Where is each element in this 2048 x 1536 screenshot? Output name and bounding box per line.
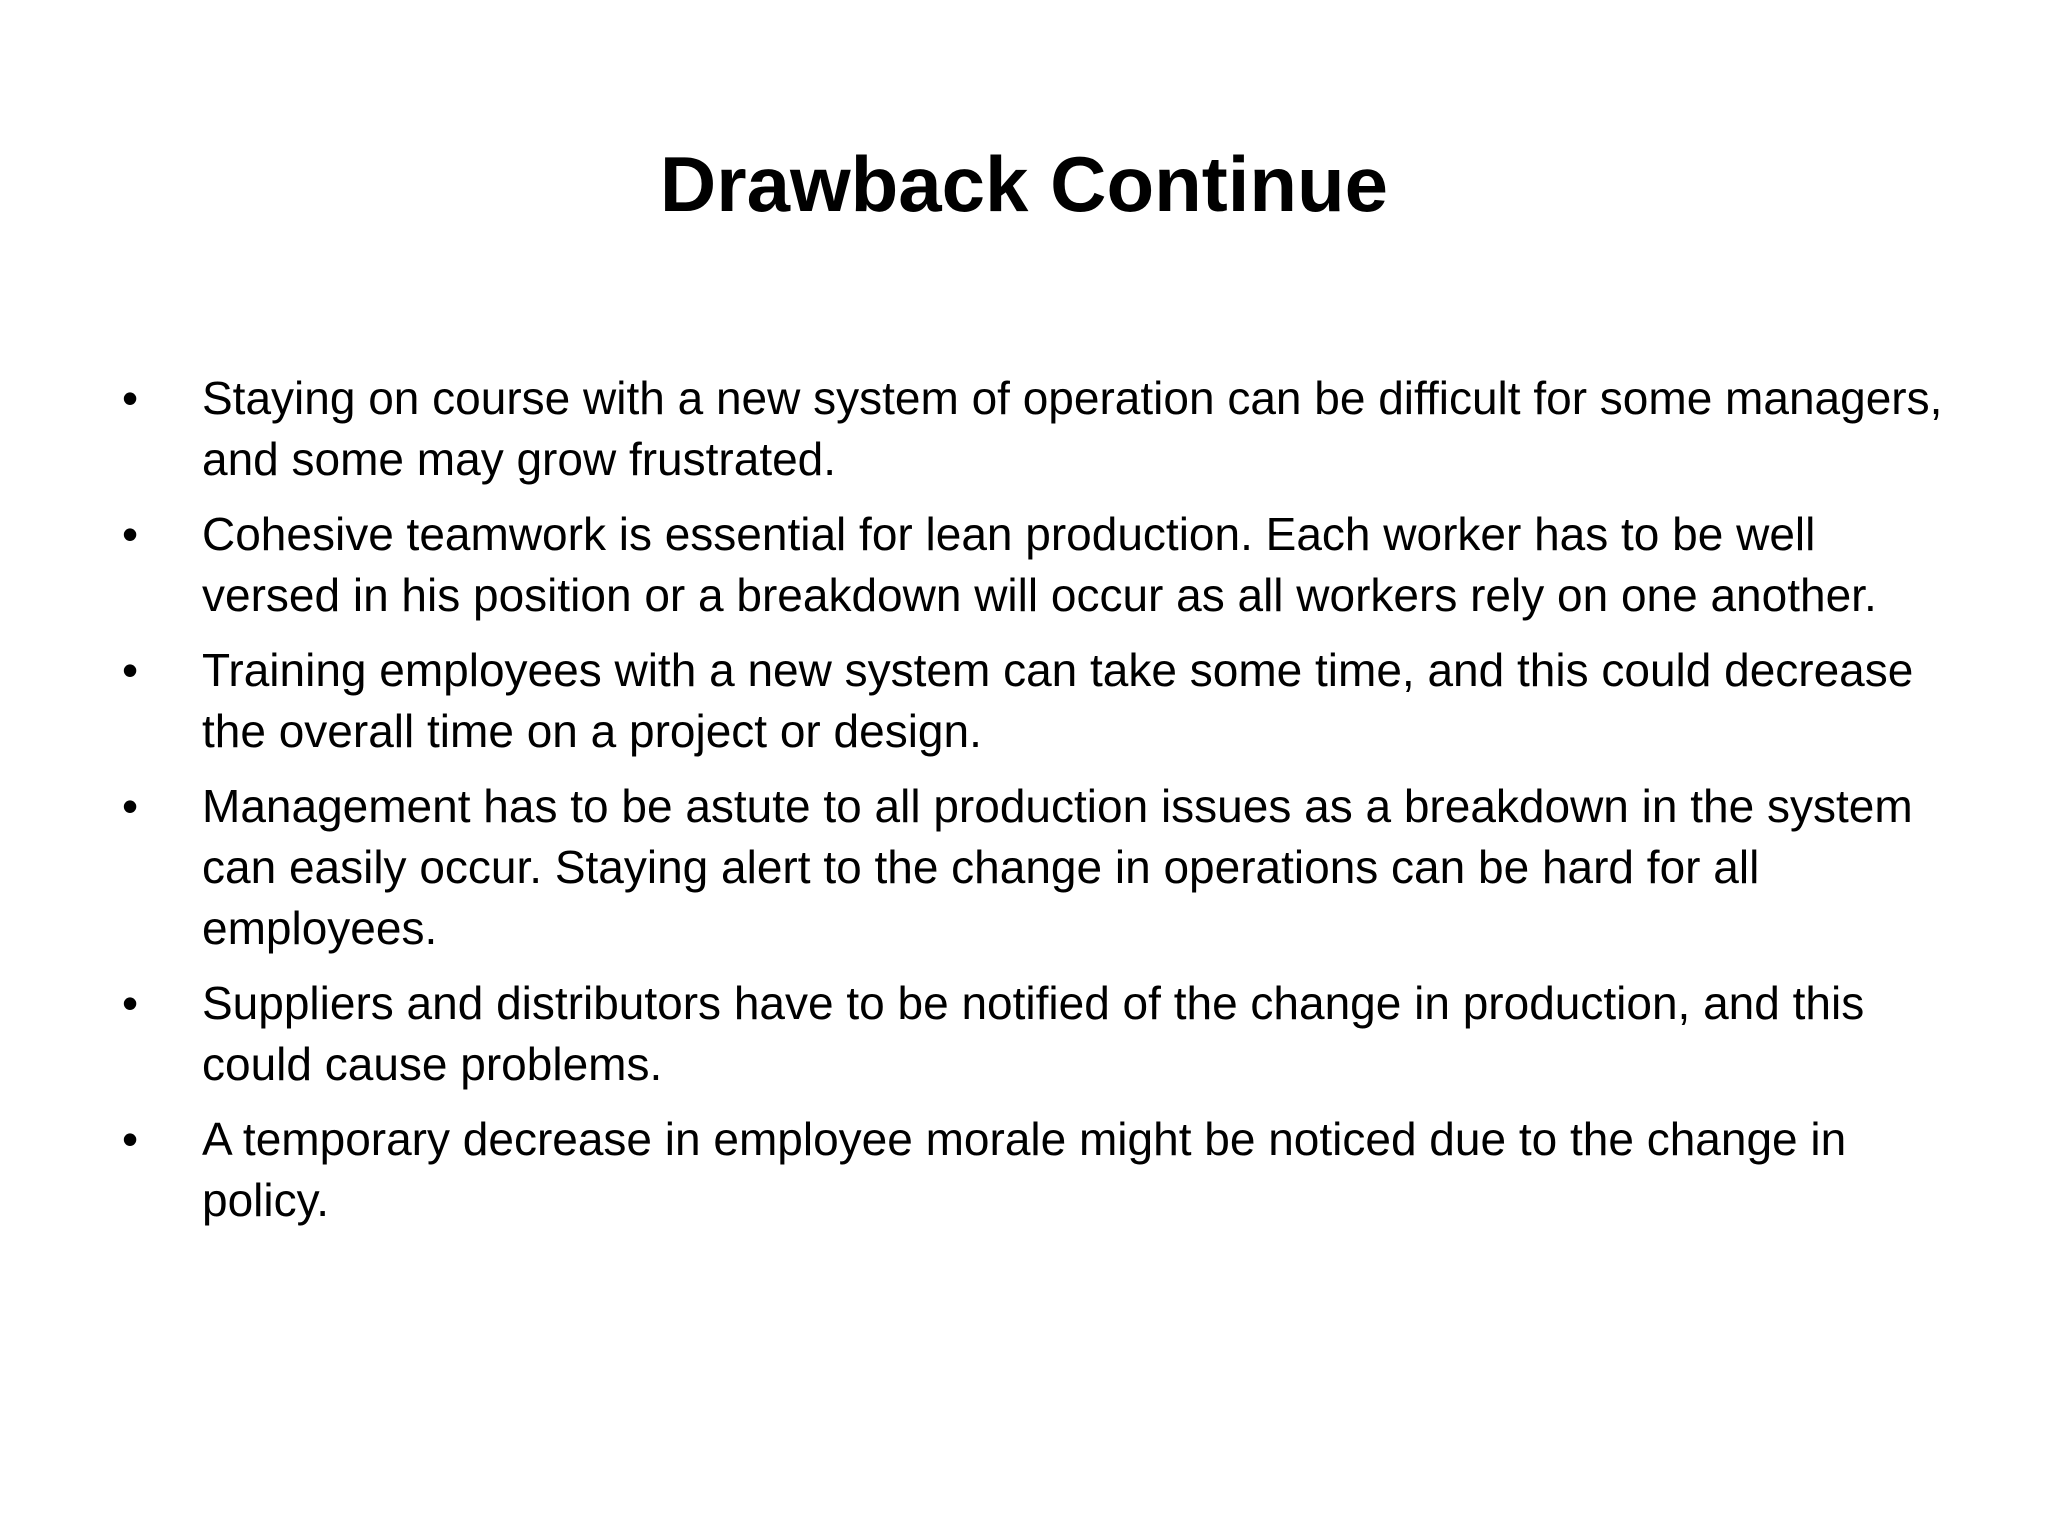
bullet-text: Cohesive teamwork is essential for lean production. Each worker has to be well versed in his position or a breakdown will occur as all workers rely on one another. xyxy=(202,508,1877,621)
bullet-list xyxy=(118,368,1958,1245)
bullet-item xyxy=(118,504,1958,626)
bullet-icon: • xyxy=(122,508,139,560)
bullet-text: Management has to be astute to all production issues as a breakdown in the system can easily occur. Staying alert to the change in operations can be hard for all employees. xyxy=(202,780,1913,954)
bullet-text: A temporary decrease in employee morale might be noticed due to the change in policy. xyxy=(202,1113,1847,1226)
bullet-icon: • xyxy=(122,780,139,832)
bullet-icon: • xyxy=(122,1113,139,1165)
bullet-text: Training employees with a new system can take some time, and this could decrease the overall time on a project or design. xyxy=(202,644,1914,757)
bullet-icon: • xyxy=(122,644,139,696)
bullet-icon: • xyxy=(122,372,139,424)
bullet-item xyxy=(118,640,1958,762)
bullet-item xyxy=(118,368,1958,490)
bullet-item xyxy=(118,973,1958,1095)
bullet-text: Suppliers and distributors have to be notified of the change in production, and this could cause problems. xyxy=(202,977,1865,1090)
bullet-item xyxy=(118,776,1958,959)
bullet-text: Staying on course with a new system of operation can be difficult for some managers, and some may grow frustrated. xyxy=(202,372,1943,485)
slide-title: Drawback Continue xyxy=(659,140,1389,228)
bullet-item xyxy=(118,1109,1958,1231)
bullet-icon: • xyxy=(122,977,139,1029)
